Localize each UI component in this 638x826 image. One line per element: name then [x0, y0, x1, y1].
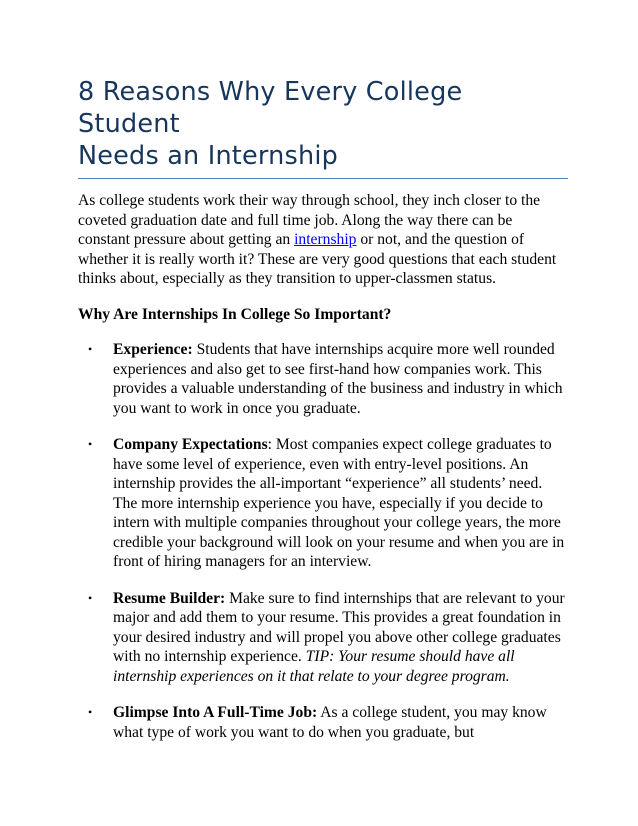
- document-page: [78, 0, 568, 759]
- bullet-icon: •: [88, 590, 93, 605]
- list-item: [78, 589, 568, 687]
- intro-text-after-link: or not, and the question of whether it is really worth it? These are very good questions that each student thinks about, especially as they transition to upper-classmen status.: [78, 231, 557, 287]
- reason-tip: TIP: Your resume should have all internship experiences on it that relate to your degree program.: [113, 648, 515, 685]
- section-heading: Why Are Internships In College So Important?: [78, 305, 392, 323]
- intro-text-before-link: As college students work their way through school, they inch closer to the coveted graduation date and full time job. Along the way there can be constant pressure about getting an: [78, 192, 541, 248]
- reason-text: Make sure to find internships that are relevant to your major and add them to your resume. This provides a great foundation in your desired industry and will propel you above other college graduates with no internship experience.: [113, 589, 565, 665]
- bullet-icon: •: [88, 437, 93, 451]
- list-item: [78, 340, 568, 418]
- list-item: [78, 703, 568, 742]
- reason-title: Glimpse Into A Full-Time Job:: [113, 704, 318, 721]
- internship-link[interactable]: internship: [294, 231, 357, 248]
- reasons-list: [78, 340, 568, 742]
- bullet-icon: •: [88, 342, 93, 356]
- reason-title: Experience:: [113, 341, 193, 358]
- reason-title: Resume Builder:: [113, 589, 226, 607]
- document-title: [78, 76, 568, 179]
- title-line-2: Needs an Internship: [78, 141, 339, 171]
- intro-paragraph: [78, 191, 568, 289]
- reason-text: Students that have internships acquire more well rounded experiences and also get to see first-hand how companies work. This provides a valuable understanding of the business and industry in which you want to work in once you graduate.: [113, 341, 563, 417]
- list-item: [78, 435, 568, 572]
- reason-title: Company Expectations: [113, 436, 268, 453]
- reason-text: : Most companies expect college graduates to have some level of experience, even with entry-level positions. An internship provides the all-important “experience” all students’ need. The more internship experience you have, especially if you decide to intern with multiple companies throughout your college years, the more credible your background will look on your resume and when you are in front of hiring managers for an interview.: [113, 436, 565, 570]
- title-line-1: 8 Reasons Why Every College Student: [78, 77, 463, 139]
- reason-text: As a college student, you may know what type of work you want to do when you graduate, but: [113, 704, 547, 741]
- bullet-icon: •: [88, 705, 93, 719]
